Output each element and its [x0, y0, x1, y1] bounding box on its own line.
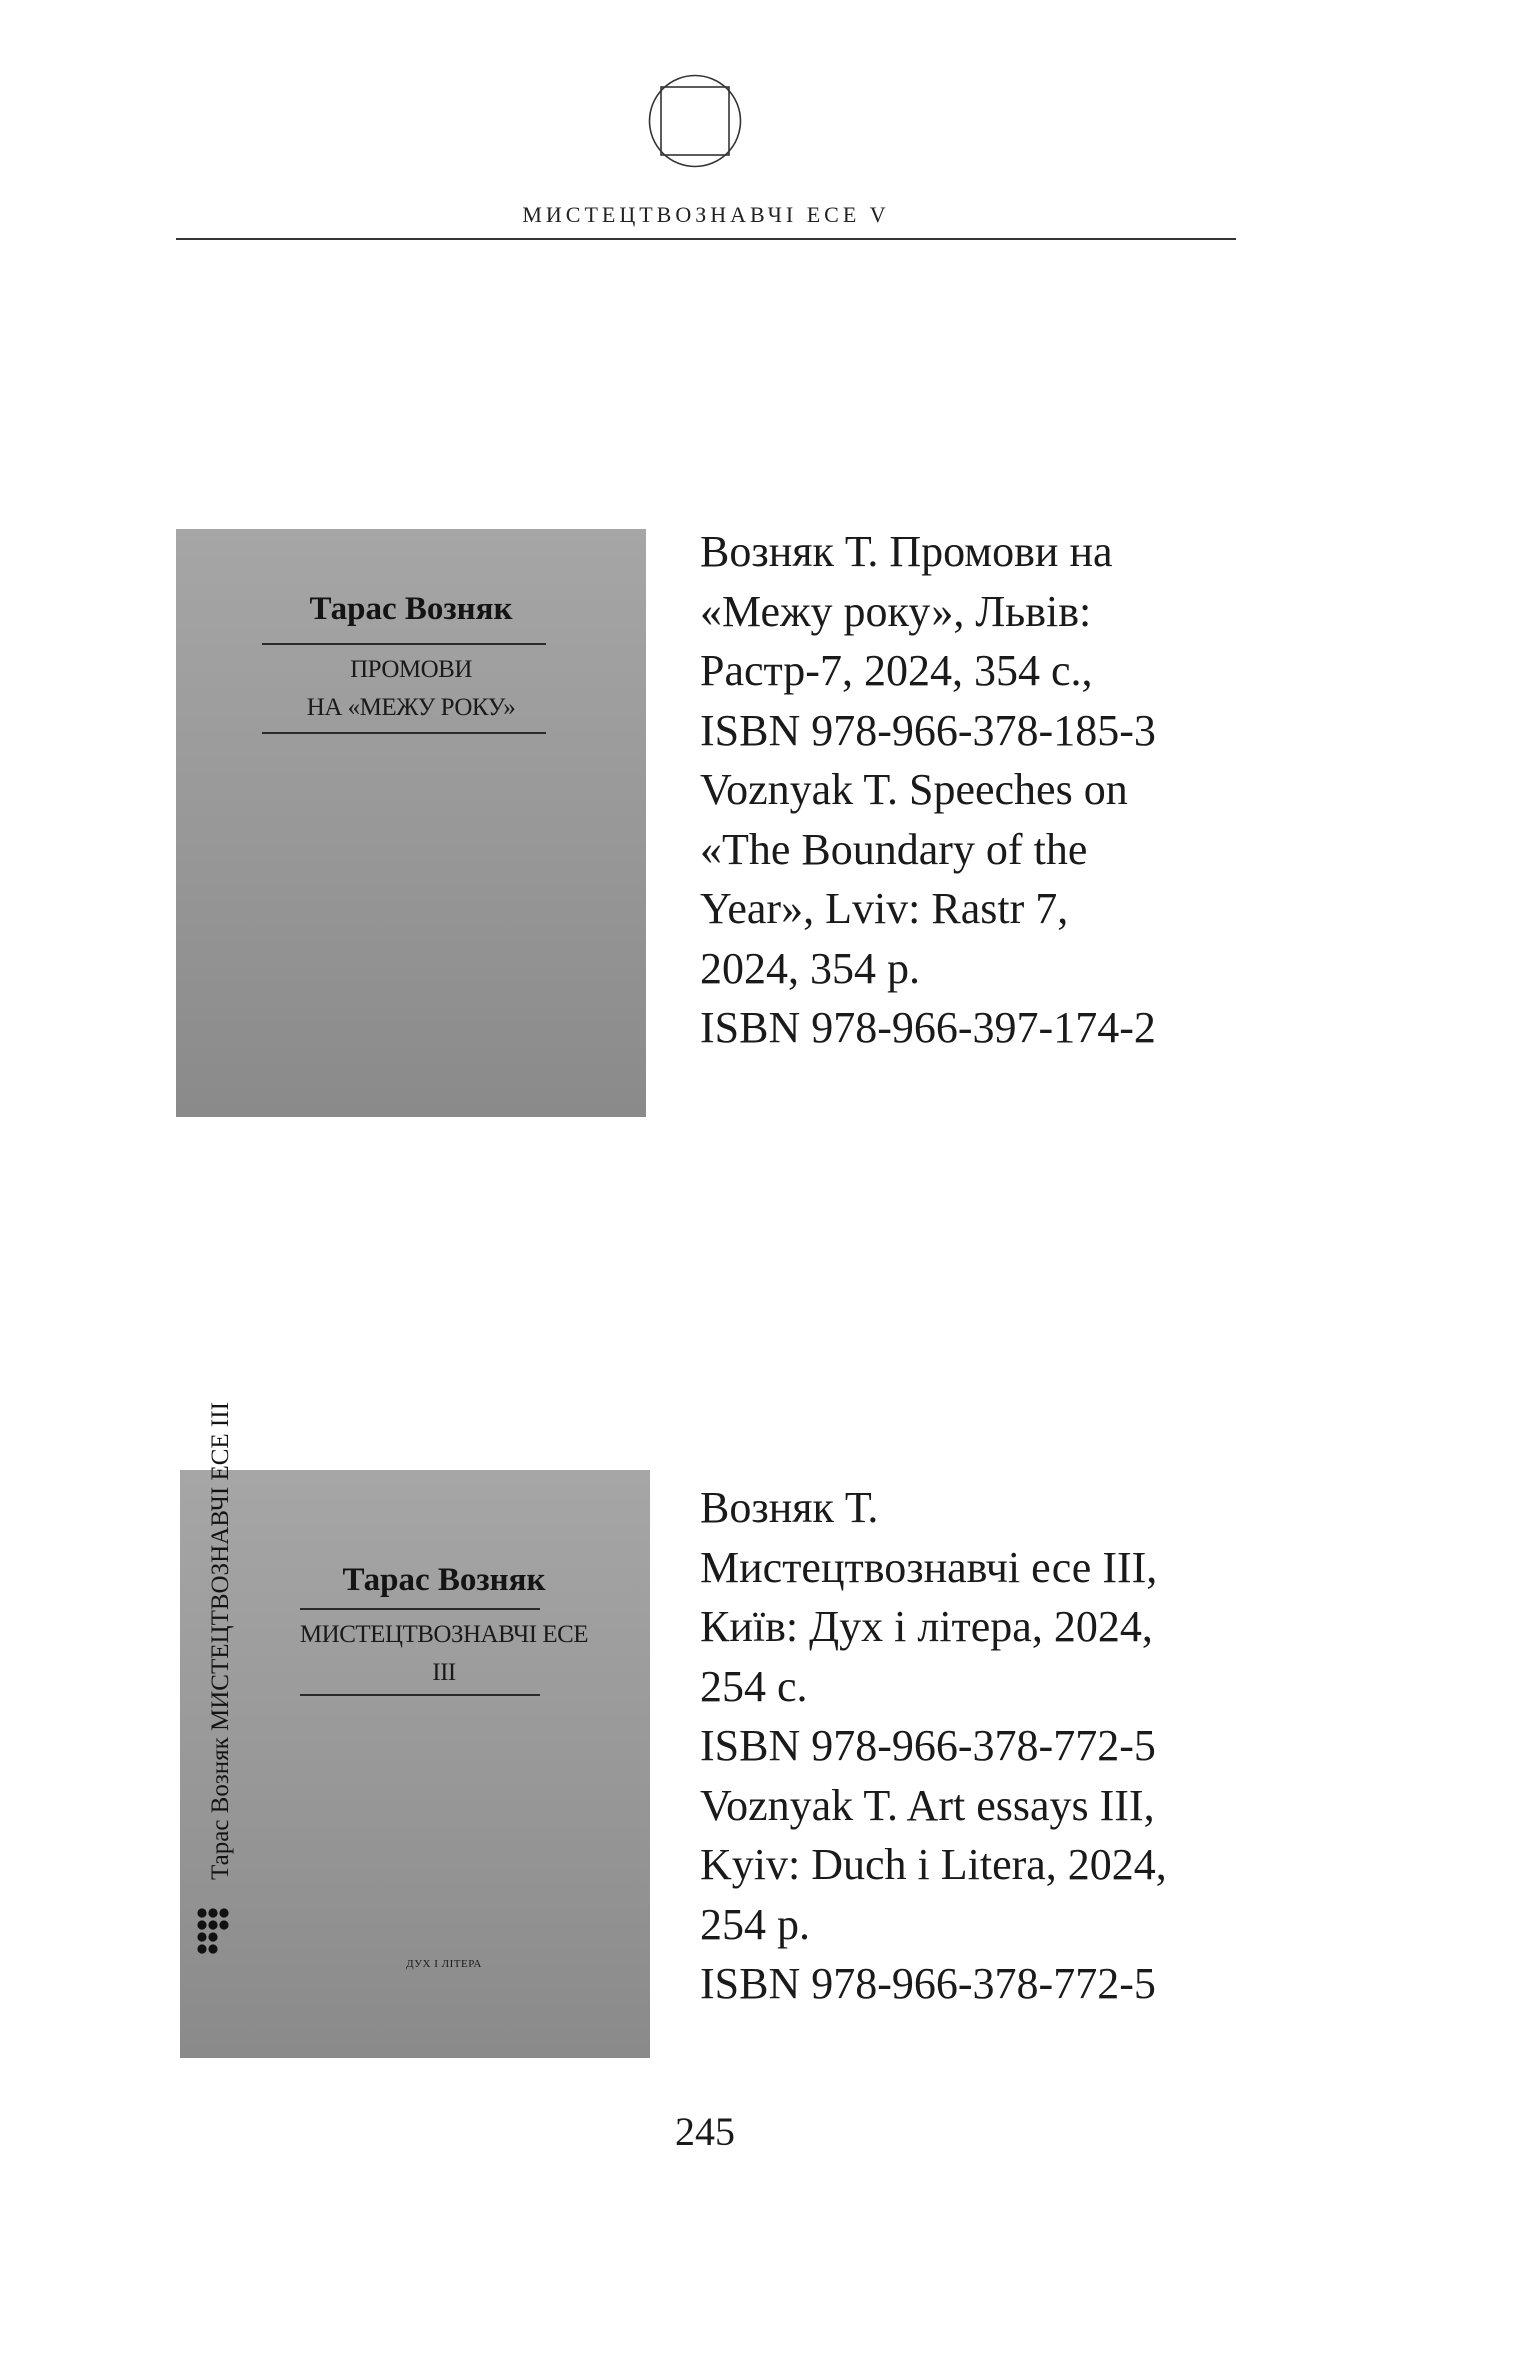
cover-title [238, 1616, 650, 1692]
citation-line: Kyiv: Duch i Litera, 2024, [700, 1840, 1167, 1889]
cover-rule-bottom [262, 732, 546, 734]
citation-line: Возняк Т. Промови на [700, 527, 1113, 576]
citation-line: 2024, 354 p. [700, 943, 920, 993]
cover-publisher: ДУХ І ЛІТЕРА [406, 1958, 482, 1970]
citation-line: «Межу року», Львів: [700, 586, 1092, 636]
cover-rule-top [262, 643, 546, 645]
book-cover-promovy [176, 529, 646, 1117]
citation-line: 254 p. [700, 1899, 810, 1949]
citation-line: Мистецтвознавчі есе ІІІ, [700, 1542, 1158, 1592]
cover-title-line: ІІІ [432, 1659, 456, 1686]
citation-line: Year», Lviv: Rastr 7, [700, 884, 1069, 933]
cover-rule-top [300, 1608, 540, 1610]
publisher-dots-icon [196, 1905, 236, 1965]
citation-line: Київ: Дух і літера, 2024, [700, 1602, 1153, 1651]
citation-line: Voznyak T. Speeches on [700, 765, 1128, 814]
cover-title-line: МИСТЕЦТВОЗНАВЧІ ЕСЕ [299, 1621, 589, 1648]
page-number: 245 [675, 2109, 735, 2154]
citation-line: ISBN 978-966-378-772-5 [700, 1959, 1156, 2008]
citation-line: Voznyak T. Art essays III, [700, 1780, 1155, 1830]
citation-line: ISBN 978-966-397-174-2 [700, 1003, 1156, 1052]
cover-title-line: ПРОМОВИ [350, 656, 472, 683]
cover-spine-text: Тарас Возняк МИСТЕЦТВОЗНАВЧІ ЕСЕ ІІІ [207, 1402, 234, 1880]
citation-line: 254 с. [700, 1661, 808, 1711]
running-header: МИСТЕЦТВОЗНАВЧІ ЕСЕ V [522, 202, 890, 227]
book-citation-1 [700, 522, 1156, 1058]
citation-line: Возняк Т. [700, 1483, 879, 1532]
series-logo-icon [648, 74, 742, 168]
citation-line: «The Boundary of the [700, 824, 1088, 874]
cover-title-line: НА «МЕЖУ РОКУ» [306, 694, 516, 721]
citation-line: Растр-7, 2024, 354 с., [700, 646, 1093, 695]
header-rule [176, 238, 1236, 240]
cover-author: Тарас Возняк [309, 591, 513, 627]
citation-line: ISBN 978-966-378-772-5 [700, 1721, 1156, 1770]
book-cover-art-essays [180, 1402, 650, 2058]
citation-line: ISBN 978-966-378-185-3 [700, 705, 1156, 755]
cover-rule-bottom [300, 1694, 540, 1696]
cover-title [176, 651, 646, 727]
book-citation-2 [700, 1478, 1167, 2014]
cover-author: Тарас Возняк [342, 1562, 546, 1598]
